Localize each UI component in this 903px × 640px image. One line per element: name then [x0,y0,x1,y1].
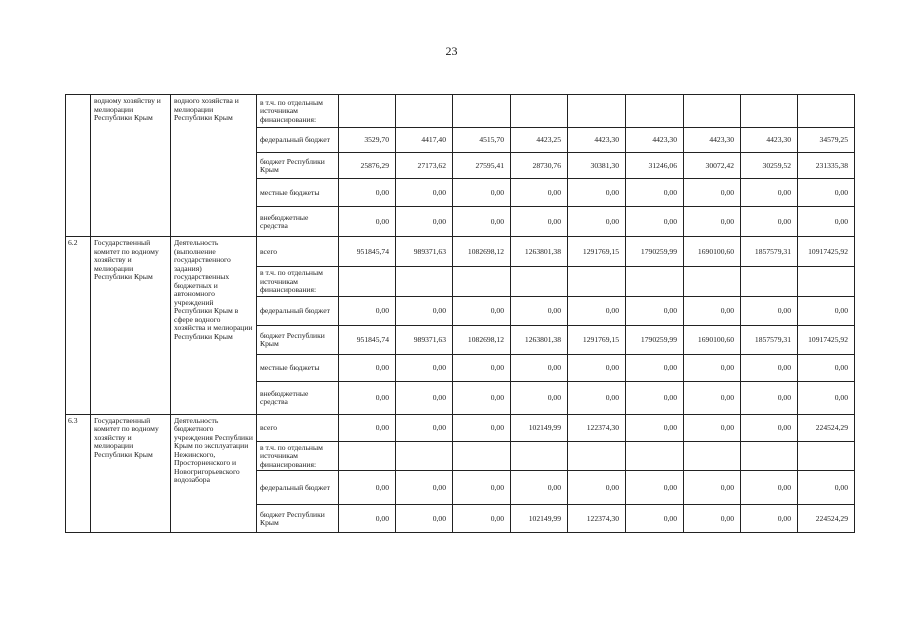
amount-cell: 0,00 [798,207,855,237]
amount-cell: 10917425,92 [798,237,855,267]
amount-cell: 0,00 [396,354,453,381]
amount-cell: 0,00 [511,381,568,414]
amount-cell: 0,00 [339,179,396,207]
executor-cell: водному хозяйству и мелиорации Республики Крым [91,95,171,237]
funding-source-cell: местные бюджеты [257,354,339,381]
amount-cell [741,441,798,471]
funding-source-cell: федеральный бюджет [257,128,339,153]
amount-cell [339,267,396,297]
amount-cell [741,95,798,128]
amount-cell: 0,00 [741,471,798,505]
amount-cell: 0,00 [511,354,568,381]
amount-cell: 951845,74 [339,325,396,354]
amount-cell: 0,00 [626,179,684,207]
funding-source-cell: всего [257,414,339,441]
amount-cell: 0,00 [453,471,511,505]
amount-cell: 3529,70 [339,128,396,153]
amount-cell [339,95,396,128]
amount-cell [453,267,511,297]
amount-cell: 0,00 [396,414,453,441]
budget-table [65,94,855,533]
amount-cell: 0,00 [339,471,396,505]
amount-cell: 0,00 [626,471,684,505]
amount-cell: 102149,99 [511,505,568,533]
amount-cell: 0,00 [511,296,568,325]
funding-source-cell: бюджет Республики Крым [257,325,339,354]
amount-cell: 30259,52 [741,153,798,179]
funding-source-cell: федеральный бюджет [257,296,339,325]
amount-cell [339,441,396,471]
table-row [66,95,855,128]
amount-cell [626,441,684,471]
amount-cell: 0,00 [396,207,453,237]
amount-cell: 0,00 [511,471,568,505]
row-index-cell: 6.2 [66,237,91,415]
amount-cell: 0,00 [453,296,511,325]
amount-cell: 0,00 [684,179,741,207]
amount-cell [626,267,684,297]
amount-cell: 989371,63 [396,237,453,267]
activity-cell: Деятельность (выполнение государственного задания) государственных бюджетных и автономного учреждений Республики Крым в сфере водного хозяйства и мелиорации Республики Крым [171,237,257,415]
amount-cell: 0,00 [684,207,741,237]
amount-cell: 0,00 [568,207,626,237]
amount-cell: 0,00 [396,179,453,207]
amount-cell [626,95,684,128]
amount-cell: 0,00 [511,207,568,237]
amount-cell: 0,00 [741,414,798,441]
amount-cell [511,95,568,128]
amount-cell: 0,00 [568,354,626,381]
amount-cell: 0,00 [396,471,453,505]
table-body [66,95,855,533]
funding-source-cell: всего [257,237,339,267]
amount-cell: 0,00 [511,179,568,207]
funding-source-cell: в т.ч. по отдельным источникам финансирования: [257,441,339,471]
amount-cell: 0,00 [568,296,626,325]
amount-cell: 4423,25 [511,128,568,153]
activity-cell: Деятельность бюджетного учреждения Республики Крым по эксплуатации Нежинского, Просторненского и Новогригорьевского водозабора [171,414,257,533]
page-number: 23 [445,44,458,58]
amount-cell: 4417,40 [396,128,453,153]
amount-cell: 4423,30 [626,128,684,153]
row-index-cell [66,95,91,237]
amount-cell [684,441,741,471]
funding-source-cell: местные бюджеты [257,179,339,207]
amount-cell: 0,00 [396,296,453,325]
amount-cell [453,441,511,471]
amount-cell [396,267,453,297]
amount-cell: 0,00 [339,414,396,441]
amount-cell: 0,00 [626,207,684,237]
amount-cell: 0,00 [339,505,396,533]
amount-cell [568,95,626,128]
amount-cell: 0,00 [339,296,396,325]
executor-cell: Государственный комитет по водному хозяйству и мелиорации Республики Крым [91,237,171,415]
funding-source-cell: федеральный бюджет [257,471,339,505]
amount-cell: 0,00 [453,207,511,237]
amount-cell: 4423,30 [741,128,798,153]
amount-cell [798,441,855,471]
table-row [66,237,855,267]
amount-cell: 0,00 [626,505,684,533]
amount-cell: 4423,30 [684,128,741,153]
amount-cell: 28730,76 [511,153,568,179]
amount-cell: 224524,29 [798,505,855,533]
amount-cell: 0,00 [626,414,684,441]
amount-cell: 0,00 [684,471,741,505]
amount-cell: 10917425,92 [798,325,855,354]
amount-cell: 951845,74 [339,237,396,267]
amount-cell [568,267,626,297]
amount-cell: 25876,29 [339,153,396,179]
amount-cell: 224524,29 [798,414,855,441]
amount-cell: 0,00 [684,505,741,533]
amount-cell [511,267,568,297]
amount-cell: 0,00 [741,296,798,325]
amount-cell: 34579,25 [798,128,855,153]
amount-cell: 0,00 [568,179,626,207]
amount-cell: 0,00 [568,471,626,505]
amount-cell [741,267,798,297]
amount-cell: 231335,38 [798,153,855,179]
amount-cell: 1790259,99 [626,325,684,354]
activity-cell: водного хозяйства и мелиорации Республики Крым [171,95,257,237]
amount-cell [511,441,568,471]
amount-cell: 1291769,15 [568,325,626,354]
amount-cell: 0,00 [741,354,798,381]
amount-cell [453,95,511,128]
funding-source-cell: бюджет Республики Крым [257,153,339,179]
amount-cell: 0,00 [798,296,855,325]
amount-cell: 0,00 [453,354,511,381]
amount-cell: 0,00 [798,354,855,381]
amount-cell: 0,00 [339,207,396,237]
amount-cell: 0,00 [453,179,511,207]
amount-cell: 27595,41 [453,153,511,179]
amount-cell: 4423,30 [568,128,626,153]
amount-cell: 1082698,12 [453,325,511,354]
amount-cell: 0,00 [684,296,741,325]
funding-source-cell: внебюджетные средства [257,207,339,237]
amount-cell: 30072,42 [684,153,741,179]
amount-cell [568,441,626,471]
amount-cell: 0,00 [568,381,626,414]
amount-cell: 0,00 [396,505,453,533]
amount-cell: 0,00 [626,381,684,414]
amount-cell: 122374,30 [568,505,626,533]
funding-source-cell: в т.ч. по отдельным источникам финансирования: [257,267,339,297]
funding-source-cell: в т.ч. по отдельным источникам финансирования: [257,95,339,128]
amount-cell: 0,00 [396,381,453,414]
amount-cell: 0,00 [798,471,855,505]
amount-cell: 1690100,60 [684,325,741,354]
amount-cell [396,441,453,471]
amount-cell: 0,00 [626,296,684,325]
amount-cell: 1857579,31 [741,237,798,267]
amount-cell: 122374,30 [568,414,626,441]
amount-cell: 0,00 [684,414,741,441]
amount-cell: 1291769,15 [568,237,626,267]
amount-cell: 0,00 [626,354,684,381]
funding-source-cell: бюджет Республики Крым [257,505,339,533]
row-index-cell: 6.3 [66,414,91,533]
table-row [66,414,855,441]
amount-cell: 30381,30 [568,153,626,179]
amount-cell: 0,00 [453,381,511,414]
amount-cell [684,95,741,128]
amount-cell: 1263801,38 [511,237,568,267]
amount-cell: 102149,99 [511,414,568,441]
amount-cell: 1790259,99 [626,237,684,267]
amount-cell: 1857579,31 [741,325,798,354]
amount-cell: 0,00 [453,505,511,533]
amount-cell: 0,00 [741,381,798,414]
amount-cell: 1690100,60 [684,237,741,267]
amount-cell [396,95,453,128]
amount-cell: 27173,62 [396,153,453,179]
amount-cell [684,267,741,297]
amount-cell [798,95,855,128]
executor-cell: Государственный комитет по водному хозяйству и мелиорации Республики Крым [91,414,171,533]
amount-cell: 0,00 [339,381,396,414]
amount-cell: 4515,70 [453,128,511,153]
amount-cell: 31246,06 [626,153,684,179]
amount-cell [798,267,855,297]
amount-cell: 0,00 [798,381,855,414]
amount-cell: 1263801,38 [511,325,568,354]
amount-cell: 0,00 [453,414,511,441]
funding-source-cell: внебюджетные средства [257,381,339,414]
amount-cell: 0,00 [684,354,741,381]
amount-cell: 0,00 [798,179,855,207]
amount-cell: 0,00 [741,505,798,533]
amount-cell: 0,00 [684,381,741,414]
amount-cell: 0,00 [339,354,396,381]
amount-cell: 0,00 [741,179,798,207]
amount-cell: 1082698,12 [453,237,511,267]
amount-cell: 0,00 [741,207,798,237]
amount-cell: 989371,63 [396,325,453,354]
